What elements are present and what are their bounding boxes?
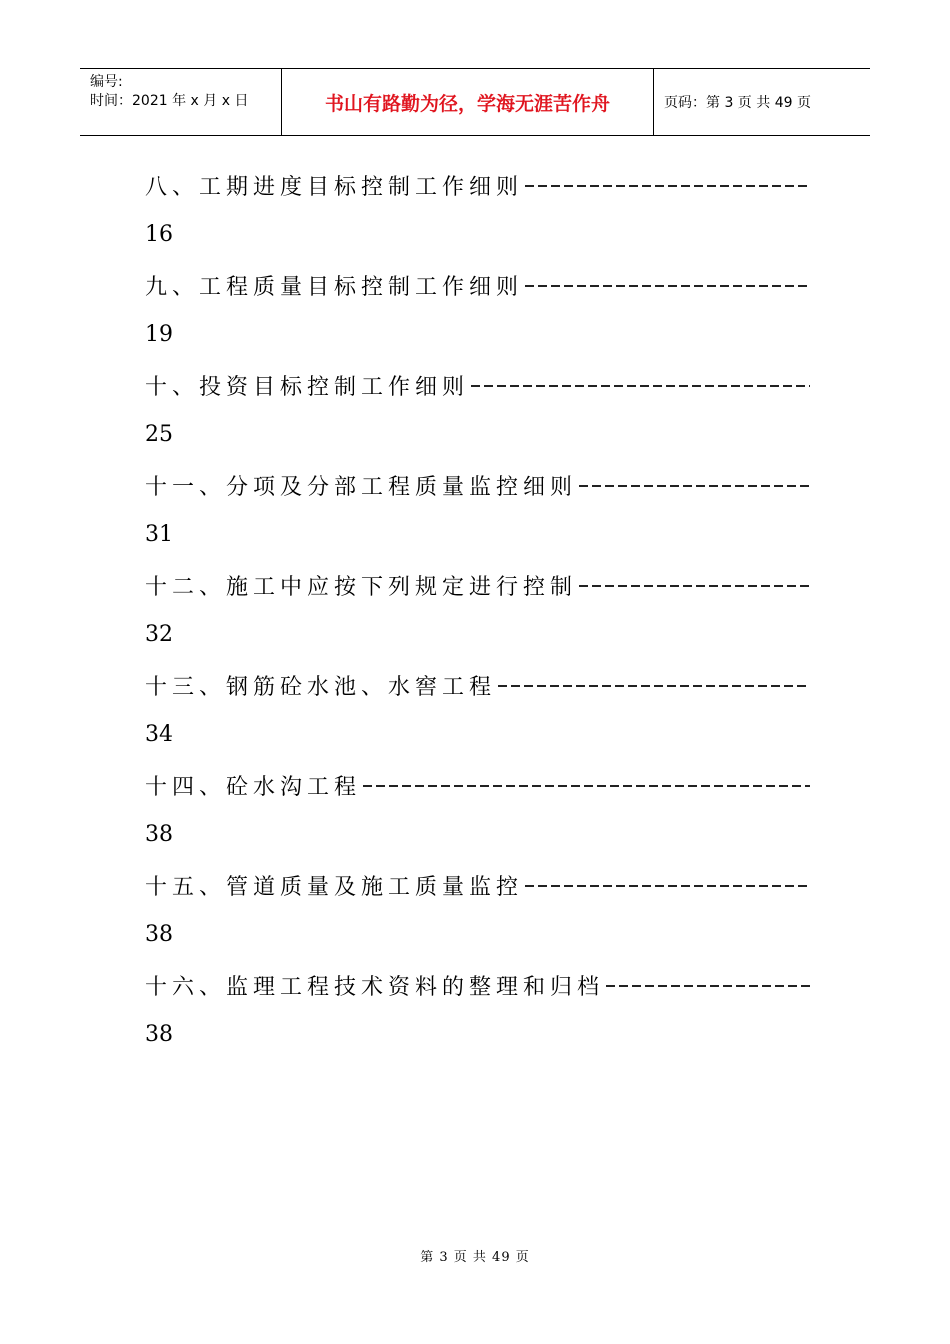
header-meta-cell [80, 69, 282, 135]
document-number-label: 编号: [90, 74, 123, 90]
toc-leader-dashes [525, 885, 810, 887]
toc-leader-dashes [498, 685, 810, 687]
toc-entry[interactable] [145, 466, 810, 566]
toc-entry[interactable] [145, 266, 810, 366]
toc-entry[interactable] [145, 166, 810, 266]
toc-entry-page: 38 [145, 922, 173, 947]
header-page-label: 页码：第 3 页 共 49 页 [664, 95, 811, 111]
toc-leader-dashes [606, 985, 810, 987]
toc-leader-dashes [579, 585, 810, 587]
toc-entry-title: 十二、施工中应按下列规定进行控制 [145, 574, 578, 600]
toc-leader-dashes [525, 285, 810, 287]
toc-entry-title: 十五、管道质量及施工质量监控 [145, 874, 524, 900]
document-time-label: 时间：2021 年 x 月 x 日 [90, 93, 249, 109]
toc-entry-page: 32 [145, 622, 173, 647]
toc-entry-page: 38 [145, 1022, 173, 1047]
header-motto-cell [282, 69, 654, 135]
toc-entry-title: 十、投资目标控制工作细则 [145, 374, 470, 400]
table-of-contents [145, 166, 810, 1066]
toc-leader-dashes [579, 485, 810, 487]
toc-entry[interactable] [145, 966, 810, 1066]
toc-entry[interactable] [145, 866, 810, 966]
toc-leader-dashes [525, 185, 810, 187]
toc-entry-page: 38 [145, 822, 173, 847]
toc-entry-title: 八、工期进度目标控制工作细则 [145, 174, 524, 200]
toc-entry-page: 25 [145, 422, 173, 447]
toc-entry-page: 34 [145, 722, 173, 747]
header-motto: 书山有路勤为径，学海无涯苦作舟 [324, 92, 610, 115]
toc-entry[interactable] [145, 566, 810, 666]
footer-page-number: 第 3 页 共 49 页 [420, 1250, 530, 1265]
page-footer [0, 1246, 950, 1265]
toc-entry-page: 31 [145, 522, 173, 547]
toc-entry-title: 十一、分项及分部工程质量监控细则 [145, 474, 578, 500]
toc-entry[interactable] [145, 766, 810, 866]
header-page-cell [654, 69, 870, 135]
toc-leader-dashes [471, 385, 810, 387]
toc-entry-title: 十三、钢筋砼水池、水窖工程 [145, 674, 497, 700]
document-header [80, 68, 870, 136]
toc-entry-page: 16 [145, 222, 173, 247]
toc-entry-page: 19 [145, 322, 173, 347]
toc-entry-title: 九、工程质量目标控制工作细则 [145, 274, 524, 300]
toc-entry-title: 十四、砼水沟工程 [145, 774, 362, 800]
toc-leader-dashes [363, 785, 810, 787]
toc-entry[interactable] [145, 366, 810, 466]
toc-entry[interactable] [145, 666, 810, 766]
toc-entry-title: 十六、监理工程技术资料的整理和归档 [145, 974, 605, 1000]
